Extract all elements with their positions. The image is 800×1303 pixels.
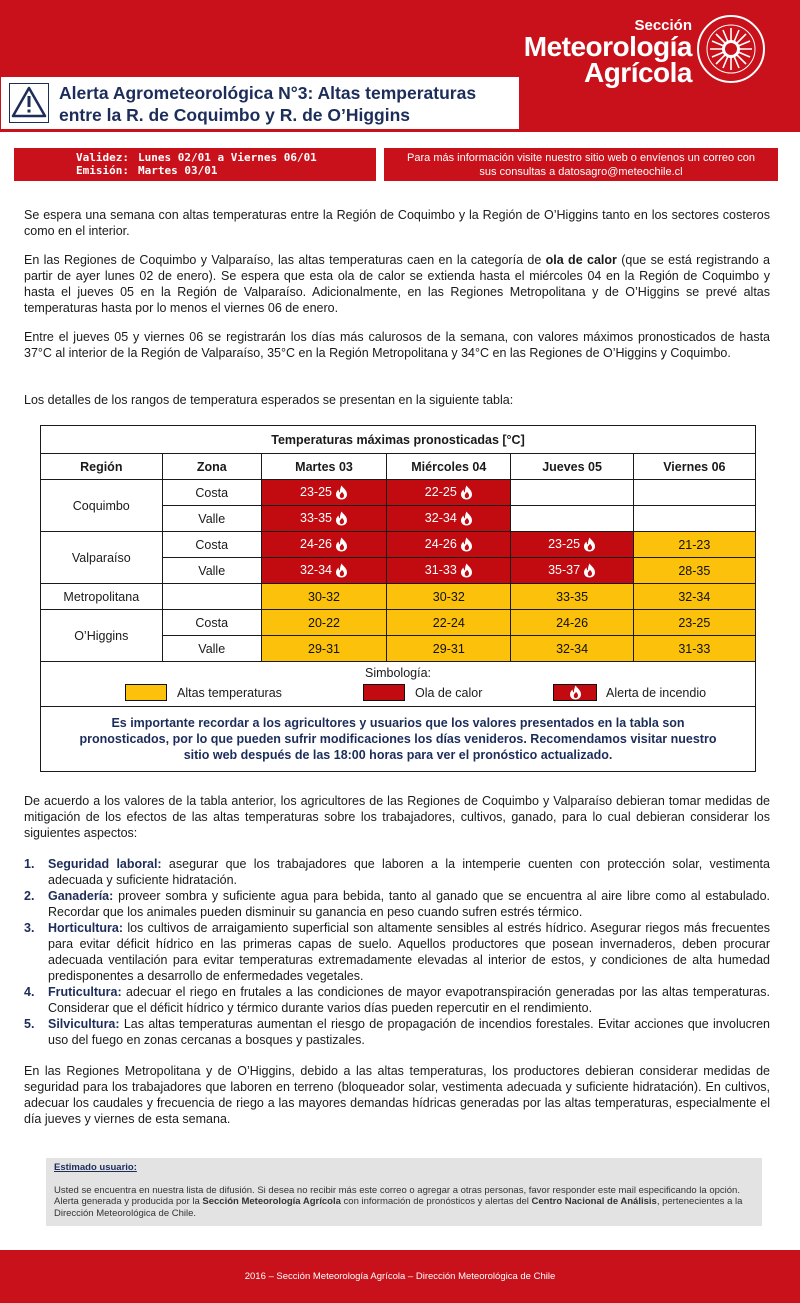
zona-cell bbox=[162, 584, 261, 610]
temp-value: 23-25 bbox=[678, 615, 711, 630]
fire-icon bbox=[335, 511, 348, 526]
fire-icon bbox=[583, 537, 596, 552]
temp-cell bbox=[387, 610, 511, 636]
temperature-table bbox=[40, 425, 756, 772]
aspects-list bbox=[24, 856, 770, 1048]
brand-line1: Meteorología bbox=[523, 31, 692, 62]
fire-icon bbox=[569, 685, 582, 700]
item-text: proveer sombra y suficiente agua para bebida, tanto al ganado que se encuentra al aire libre como al estabulado. Recordar que los animales pueden disminuir su ganancia en peso cuando sufren estrés térmico. bbox=[48, 889, 770, 919]
temp-value: 32-34 bbox=[424, 510, 457, 525]
paragraph-hottest-days: Entre el jueves 05 y viernes 06 se registrarán los días más calurosos de la semana, con valores máximos pronosticados de hasta 37°C al interior de la Región de Valparaíso, 35°C en la Región Metropolitana y 34°C en las Regiones de O’Higgins y Coquimbo. bbox=[24, 330, 770, 360]
brand-section: Sección bbox=[634, 17, 692, 34]
fire-icon bbox=[335, 537, 348, 552]
fire-icon bbox=[460, 563, 473, 578]
zona-cell: Valle bbox=[162, 558, 261, 584]
list-item bbox=[24, 920, 770, 984]
item-number: 1. bbox=[24, 857, 35, 871]
item-lead: Silvicultura: bbox=[48, 1017, 120, 1031]
notice-text-b: con información de pronósticos y alertas del bbox=[340, 1196, 532, 1207]
alert-title-line2: entre la R. de Coquimbo y R. de O’Higgins bbox=[59, 105, 411, 125]
header-banner bbox=[0, 0, 800, 132]
table-row bbox=[41, 584, 756, 610]
validity-label: Validez: bbox=[76, 151, 129, 164]
fire-icon bbox=[460, 537, 473, 552]
notice-bold-center: Centro Nacional de Análisis bbox=[531, 1196, 657, 1207]
fire-icon bbox=[460, 485, 473, 500]
alert-title-line1: Alerta Agrometeorológica N°3: Altas temperaturas bbox=[59, 83, 477, 103]
header-miercoles: Miércoles 04 bbox=[387, 454, 511, 480]
zona-cell: Costa bbox=[162, 532, 261, 558]
temp-value: 32-34 bbox=[556, 641, 589, 656]
temp-value: 21-23 bbox=[678, 537, 711, 552]
item-number: 4. bbox=[24, 985, 35, 999]
temp-cell bbox=[633, 506, 755, 532]
header-zona: Zona bbox=[162, 454, 261, 480]
region-cell: Metropolitana bbox=[41, 584, 163, 610]
validity-value: Lunes 02/01 a Viernes 06/01 bbox=[138, 151, 317, 164]
fire-icon bbox=[583, 563, 596, 578]
item-text: los cultivos de arraigamiento superficial son altamente sensibles al estrés hídrico. Asegurar riegos más frecuentes para evitar déficit hídrico en las primeras capas de suelo. Aquellos productores que posean invernaderos, deben procurar adecuada ventilación para evitar temperaturas extremadamente elevadas al interior de estos, y condiciones de alta humedad predisponentes a desarrollo de enfermedades vegetales. bbox=[48, 921, 770, 983]
paragraph-intro: Se espera una semana con altas temperaturas entre la Región de Coquimbo y la Región de O’Higgins tanto en los sectores costeros como en el interior. bbox=[24, 208, 770, 238]
temp-cell bbox=[633, 480, 755, 506]
emission-value: Martes 03/01 bbox=[138, 164, 218, 177]
item-text: adecuar el riego en frutales a las condiciones de mayor evapotranspiración generadas por las altas temperaturas. Considerar que el déficit hídrico y térmico durante varios días pueden repercutir en el rendimiento. bbox=[48, 985, 770, 1015]
temp-cell bbox=[511, 584, 633, 610]
temp-value: 29-31 bbox=[432, 641, 465, 656]
legend bbox=[41, 662, 756, 707]
temp-cell bbox=[633, 532, 755, 558]
notice-text-c: , pertenecientes a la Dirección Meteorológica de Chile. bbox=[54, 1196, 743, 1219]
temp-value: 32-34 bbox=[300, 562, 332, 577]
zona-cell: Costa bbox=[162, 610, 261, 636]
legend-label-fire: Alerta de incendio bbox=[606, 686, 707, 700]
notice-title: Estimado usuario: bbox=[54, 1162, 137, 1173]
temp-cell bbox=[387, 558, 511, 584]
legend-swatch-heatwave bbox=[363, 684, 405, 701]
notice-bold-section: Sección Meteorología Agrícola bbox=[202, 1196, 341, 1207]
brand-title bbox=[524, 18, 692, 86]
item-number: 5. bbox=[24, 1017, 35, 1031]
seal-logo-icon bbox=[696, 14, 766, 84]
region-cell: Valparaíso bbox=[41, 532, 163, 584]
temp-value: 30-32 bbox=[432, 589, 465, 604]
temp-cell bbox=[633, 636, 755, 662]
region-cell: Coquimbo bbox=[41, 480, 163, 532]
paragraph-heatwave-a: En las Regiones de Coquimbo y Valparaíso, las altas temperaturas caen en la categoría de bbox=[24, 253, 546, 267]
fire-icon bbox=[335, 485, 348, 500]
temp-cell bbox=[511, 636, 633, 662]
temp-cell bbox=[511, 506, 633, 532]
temp-cell bbox=[511, 610, 633, 636]
list-item bbox=[24, 888, 770, 920]
paragraph-heatwave-b: (que se está registrando a partir de ayer lunes 02 de enero). Se espera que esta ola de calor se extienda hasta el miércoles 04 en la Región de Coquimbo y hasta el jueves 05 en la Región de Valparaíso. Adicionalmente, en las Regiones Metropolitana y de O’Higgins se prevé altas temperaturas hasta por lo menos el viernes 06 de enero. bbox=[24, 253, 771, 315]
table-row bbox=[41, 480, 756, 506]
temp-cell bbox=[633, 584, 755, 610]
temp-value: 30-32 bbox=[308, 589, 340, 604]
list-item bbox=[24, 856, 770, 888]
legend-label-heatwave: Ola de calor bbox=[415, 686, 483, 700]
temp-value: 32-34 bbox=[678, 589, 711, 604]
temp-cell bbox=[261, 610, 386, 636]
header-martes: Martes 03 bbox=[261, 454, 386, 480]
table-header-row bbox=[41, 454, 756, 480]
legend-swatch-fire bbox=[553, 684, 597, 701]
temp-cell bbox=[387, 532, 511, 558]
legend-label-high-temp: Altas temperaturas bbox=[177, 686, 282, 700]
temp-cell bbox=[261, 532, 386, 558]
temp-cell bbox=[261, 506, 386, 532]
temp-value: 24-26 bbox=[300, 536, 332, 551]
item-text: asegurar que los trabajadores que laboren a la intemperie cuenten con protección solar, vestimenta adecuada y suficiente hidratación. bbox=[48, 857, 770, 887]
footer bbox=[0, 1250, 800, 1303]
temp-cell bbox=[261, 584, 386, 610]
validity-box bbox=[14, 148, 376, 181]
temp-value: 24-26 bbox=[424, 536, 457, 551]
list-item bbox=[24, 1016, 770, 1048]
paragraph-heatwave bbox=[24, 252, 770, 316]
brand-line2: Agrícola bbox=[583, 57, 692, 88]
header-jueves: Jueves 05 bbox=[511, 454, 633, 480]
temp-value: 23-25 bbox=[300, 484, 332, 499]
contact-line1: Para más información visite nuestro sitio web o envíenos un correo con bbox=[407, 152, 755, 164]
forecast-note: Es importante recordar a los agricultores y usuarios que los valores presentados en la tabla son pronosticados, por lo que pueden sufrir modificaciones los días venideros. Recomendamos visitar nuestro sitio web después de las 18:00 horas para ver el pronóstico actualizado. bbox=[41, 707, 756, 772]
temp-value: 35-37 bbox=[548, 562, 581, 577]
item-lead: Seguridad laboral: bbox=[48, 857, 162, 871]
fire-icon bbox=[460, 511, 473, 526]
alert-title bbox=[59, 82, 476, 126]
item-lead: Ganadería: bbox=[48, 889, 114, 903]
item-lead: Fruticultura: bbox=[48, 985, 122, 999]
emission-label: Emisión: bbox=[76, 164, 129, 177]
region-cell: O’Higgins bbox=[41, 610, 163, 662]
zona-cell: Costa bbox=[162, 480, 261, 506]
temp-cell bbox=[511, 558, 633, 584]
temp-cell bbox=[261, 636, 386, 662]
temp-value: 20-22 bbox=[308, 615, 340, 630]
contact-box bbox=[384, 148, 778, 181]
temp-cell bbox=[511, 480, 633, 506]
heatwave-term: ola de calor bbox=[545, 253, 617, 267]
temp-value: 33-35 bbox=[300, 510, 332, 525]
table-caption: Temperaturas máximas pronosticadas [°C] bbox=[41, 426, 756, 454]
temp-cell bbox=[261, 558, 386, 584]
zona-cell: Valle bbox=[162, 636, 261, 662]
temp-cell bbox=[261, 480, 386, 506]
temp-cell bbox=[511, 532, 633, 558]
warning-icon bbox=[9, 83, 49, 123]
list-item bbox=[24, 984, 770, 1016]
temp-value: 31-33 bbox=[424, 562, 457, 577]
temp-value: 28-35 bbox=[678, 563, 711, 578]
paragraph-table-intro: Los detalles de los rangos de temperatura esperados se presentan en la siguiente tabla: bbox=[24, 393, 514, 407]
header-viernes: Viernes 06 bbox=[633, 454, 755, 480]
temp-value: 31-33 bbox=[678, 641, 711, 656]
temp-cell bbox=[387, 506, 511, 532]
footer-text: 2016 – Sección Meteorología Agrícola – Dirección Meteorológica de Chile bbox=[244, 1271, 556, 1282]
temp-value: 33-35 bbox=[556, 589, 589, 604]
temp-value: 29-31 bbox=[308, 641, 340, 656]
subscriber-notice bbox=[46, 1158, 762, 1226]
legend-swatch-high-temp bbox=[125, 684, 167, 701]
notice-text-a: Usted se encuentra en nuestra lista de difusión. Si desea no recibir más este correo o agregar a otras personas, favor responder este mail especificando la opción. Alerta generada y producida por la bbox=[54, 1184, 740, 1207]
table-row bbox=[41, 610, 756, 636]
table-row bbox=[41, 532, 756, 558]
item-text: Las altas temperaturas aumentan el riesgo de propagación de incendios forestales. Evitar acciones que involucren uso del fuego en zonas cercanas a bosques y pastizales. bbox=[48, 1017, 770, 1047]
item-number: 2. bbox=[24, 889, 35, 903]
contact-line2: sus consultas a datosagro@meteochile.cl bbox=[479, 166, 683, 178]
legend-title: Simbología: bbox=[364, 666, 431, 680]
temp-cell bbox=[387, 480, 511, 506]
temp-value: 24-26 bbox=[556, 615, 589, 630]
temp-value: 22-25 bbox=[424, 484, 457, 499]
temp-cell bbox=[387, 636, 511, 662]
temp-cell bbox=[633, 558, 755, 584]
temp-value: 23-25 bbox=[548, 536, 581, 551]
item-lead: Horticultura: bbox=[48, 921, 123, 935]
item-number: 3. bbox=[24, 921, 35, 935]
paragraph-recommendations: De acuerdo a los valores de la tabla anterior, los agricultores de las Regiones de Coquimbo y Valparaíso debieran tomar medidas de mitigación de los efectos de las altas temperaturas sobre los trabajadores, cultivos, ganado, para lo cual debieran considerar los siguientes aspectos: bbox=[24, 794, 770, 840]
alert-title-box bbox=[0, 76, 520, 130]
temp-cell bbox=[633, 610, 755, 636]
paragraph-rm-ohiggins: En las Regiones Metropolitana y de O’Higgins, debido a las altas temperaturas, los productores debieran considerar medidas de seguridad para los trabajadores que laboren en terreno (bloqueador solar, vestimenta adecuada y suficiente hidratación). En cultivos, adecuar los caudales y frecuencia de riego a las mayores demandas hídricas generadas por las altas temperaturas, especialmente el día jueves y viernes de esta semana. bbox=[24, 1064, 770, 1126]
header-region: Región bbox=[41, 454, 163, 480]
temp-cell bbox=[387, 584, 511, 610]
temp-value: 22-24 bbox=[432, 615, 465, 630]
zona-cell: Valle bbox=[162, 506, 261, 532]
fire-icon bbox=[335, 563, 348, 578]
